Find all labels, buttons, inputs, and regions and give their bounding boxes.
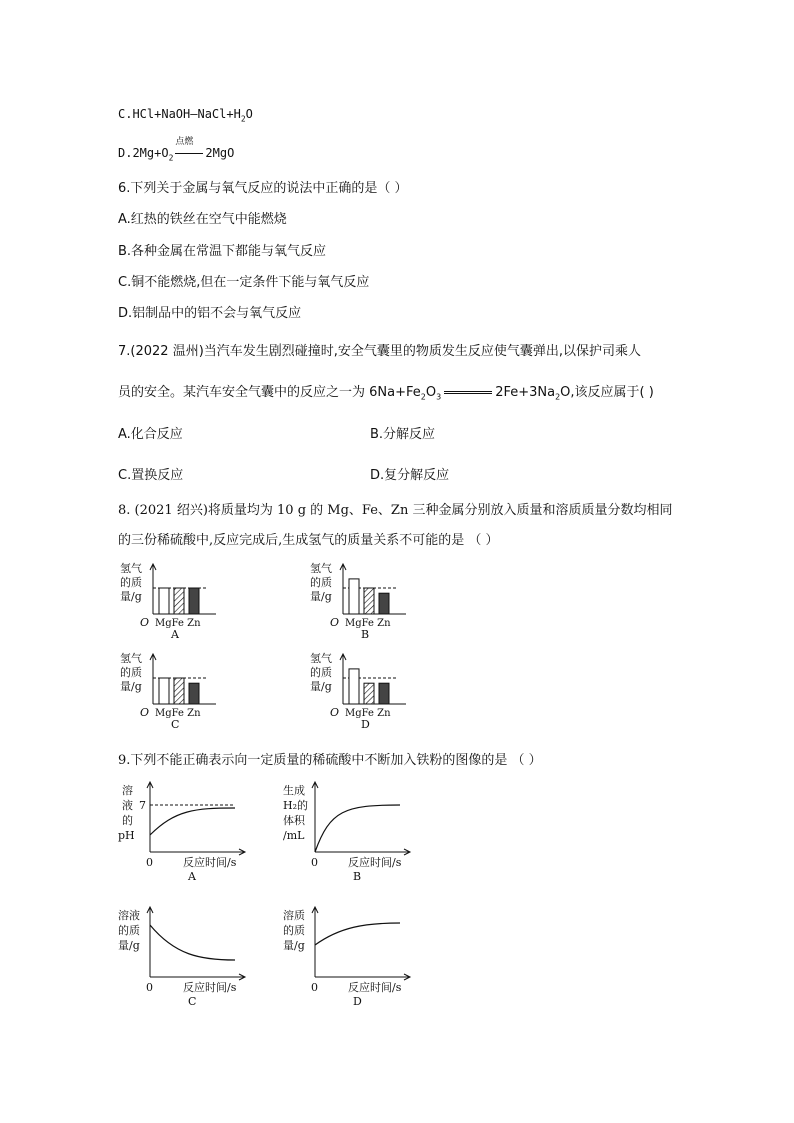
chart-letter: A (171, 628, 179, 641)
axis-arrowhead (404, 974, 410, 980)
metal-labels: MgFe Zn (155, 708, 201, 719)
q6-option-b: B.各种金属在常温下都能与氧气反应 (118, 244, 327, 259)
y-axis-label: 量/g (310, 590, 332, 603)
bar (174, 588, 184, 614)
q6-option-d: D.铝制品中的铝不会与氧气反应 (118, 306, 302, 321)
q9-chart-D (283, 907, 410, 1008)
curve (150, 808, 235, 835)
origin-label: O (330, 706, 340, 719)
origin-label: 0 (146, 856, 153, 869)
y-axis-label: pH (118, 829, 135, 842)
axis-arrowhead (147, 782, 153, 788)
metal-labels: MgFe Zn (345, 618, 391, 629)
axis-arrowhead (340, 564, 346, 570)
q9-chart-C (118, 907, 245, 1008)
q7-option-b: B.分解反应 (370, 427, 436, 442)
x-axis-label: 反应时间/s (348, 856, 402, 869)
bar (364, 588, 374, 614)
axis-arrowhead (239, 974, 245, 980)
axis-arrowhead (312, 782, 318, 788)
bar (379, 683, 389, 704)
y-axis-label: 的质 (310, 666, 332, 679)
bar (364, 683, 374, 704)
q8-stem-line1: 8. (2021 绍兴)将质量均为 10 g 的 Mg、Fe、Zn 三种金属分别放入质量和溶质质量分数均相同 (118, 503, 673, 518)
y-axis-label: 的 (122, 814, 133, 827)
bar (174, 678, 184, 704)
bar (159, 588, 169, 614)
origin-label: O (330, 616, 340, 629)
q7-stem-line1: 7.(2022 温州)当汽车发生剧烈碰撞时,安全气囊里的物质发生反应使气囊弹出,以保护司乘人 (118, 344, 642, 359)
q9-stem: 9.下列不能正确表示向一定质量的稀硫酸中不断加入铁粉的图像的是 （ ） (118, 753, 542, 768)
y-axis-label: 的质 (120, 666, 142, 679)
axis-arrowhead (150, 654, 156, 660)
q8-chart-C (120, 651, 216, 731)
reaction-condition: 点燃 (173, 146, 205, 160)
y-axis-label: 溶 (122, 784, 133, 797)
chart-letter: D (361, 718, 370, 731)
y-axis-label: 氢气 (310, 562, 332, 575)
bar (159, 678, 169, 704)
q6-option-a: A.红热的铁丝在空气中能燃烧 (118, 212, 287, 227)
q7-option-a: A.化合反应 (118, 427, 183, 442)
bar (189, 683, 199, 704)
chart-letter: C (171, 718, 180, 731)
bar (349, 669, 359, 704)
q9-chart-B (283, 782, 410, 883)
y-axis-label: 量/g (283, 939, 305, 952)
y-axis-label: 量/g (118, 939, 140, 952)
chart-letter: A (188, 870, 196, 883)
q7-option-d: D.复分解反应 (370, 468, 450, 483)
curve (315, 923, 400, 945)
y-axis-label: 氢气 (120, 652, 142, 665)
axis-arrowhead (404, 849, 410, 855)
q6-option-c: C.铜不能燃烧,但在一定条件下能与氧气反应 (118, 275, 370, 290)
y-axis-label: H₂的 (283, 799, 309, 812)
y-axis-label: /mL (283, 829, 305, 842)
x-axis-label: 反应时间/s (183, 981, 237, 994)
bar (189, 588, 199, 614)
y-axis-label: 氢气 (120, 562, 142, 575)
origin-label: 0 (311, 981, 318, 994)
y-axis-label: 氢气 (310, 652, 332, 665)
origin-label: 0 (311, 856, 318, 869)
q7-option-c: C.置换反应 (118, 468, 184, 483)
y-axis-label: 的质 (120, 576, 142, 589)
curve (315, 805, 400, 852)
axis-arrowhead (340, 654, 346, 660)
axis-arrowhead (150, 564, 156, 570)
y-axis-label: 溶质 (283, 909, 305, 922)
y-axis-label: 的质 (310, 576, 332, 589)
ph-7-label: 7 (139, 799, 146, 812)
curve (150, 925, 235, 960)
y-axis-label: 溶液 (118, 909, 140, 922)
bar (349, 579, 359, 614)
metal-labels: MgFe Zn (345, 708, 391, 719)
axis-arrowhead (312, 907, 318, 913)
q8-chart-D (310, 651, 406, 731)
x-axis-label: 反应时间/s (183, 856, 237, 869)
metal-labels: MgFe Zn (155, 618, 201, 629)
q6-stem: 6.下列关于金属与氧气反应的说法中正确的是（ ） (118, 181, 408, 196)
origin-label: O (140, 616, 150, 629)
q9-chart-A (118, 782, 245, 883)
y-axis-label: 量/g (120, 680, 142, 693)
chart-letter: B (361, 628, 370, 641)
chart-letter: D (353, 995, 362, 1008)
chart-letter: C (188, 995, 197, 1008)
y-axis-label: 量/g (310, 680, 332, 693)
y-axis-label: 的质 (283, 924, 305, 937)
y-axis-label: 液 (122, 799, 133, 812)
origin-label: 0 (146, 981, 153, 994)
q5-option-d: $D.2Mg+O_2$ 点燃 2MgO (118, 137, 235, 163)
x-axis-label: 反应时间/s (348, 981, 402, 994)
y-axis-label: 的质 (118, 924, 140, 937)
bar (379, 593, 389, 614)
axis-arrowhead (239, 849, 245, 855)
y-axis-label: 量/g (120, 590, 142, 603)
y-axis-label: 生成 (283, 784, 305, 797)
origin-label: O (140, 706, 150, 719)
q8-chart-A (120, 561, 216, 641)
q8-chart-B (310, 561, 406, 641)
y-axis-label: 体积 (283, 814, 305, 827)
q7-stem-line2: 员的安全。某汽车安全气囊中的反应之一为 $6Na+Fe_2O_3$ $2Fe+3Na_2O$,该反应属于( ) (118, 385, 654, 402)
q8-stem-line2: 的三份稀硫酸中,反应完成后,生成氢气的质量关系不可能的是 （ ） (118, 533, 499, 548)
q5-option-c: $C.HCl+NaOH—NaCl+H_2O$ (118, 107, 253, 124)
chart-letter: B (353, 870, 362, 883)
axis-arrowhead (147, 907, 153, 913)
